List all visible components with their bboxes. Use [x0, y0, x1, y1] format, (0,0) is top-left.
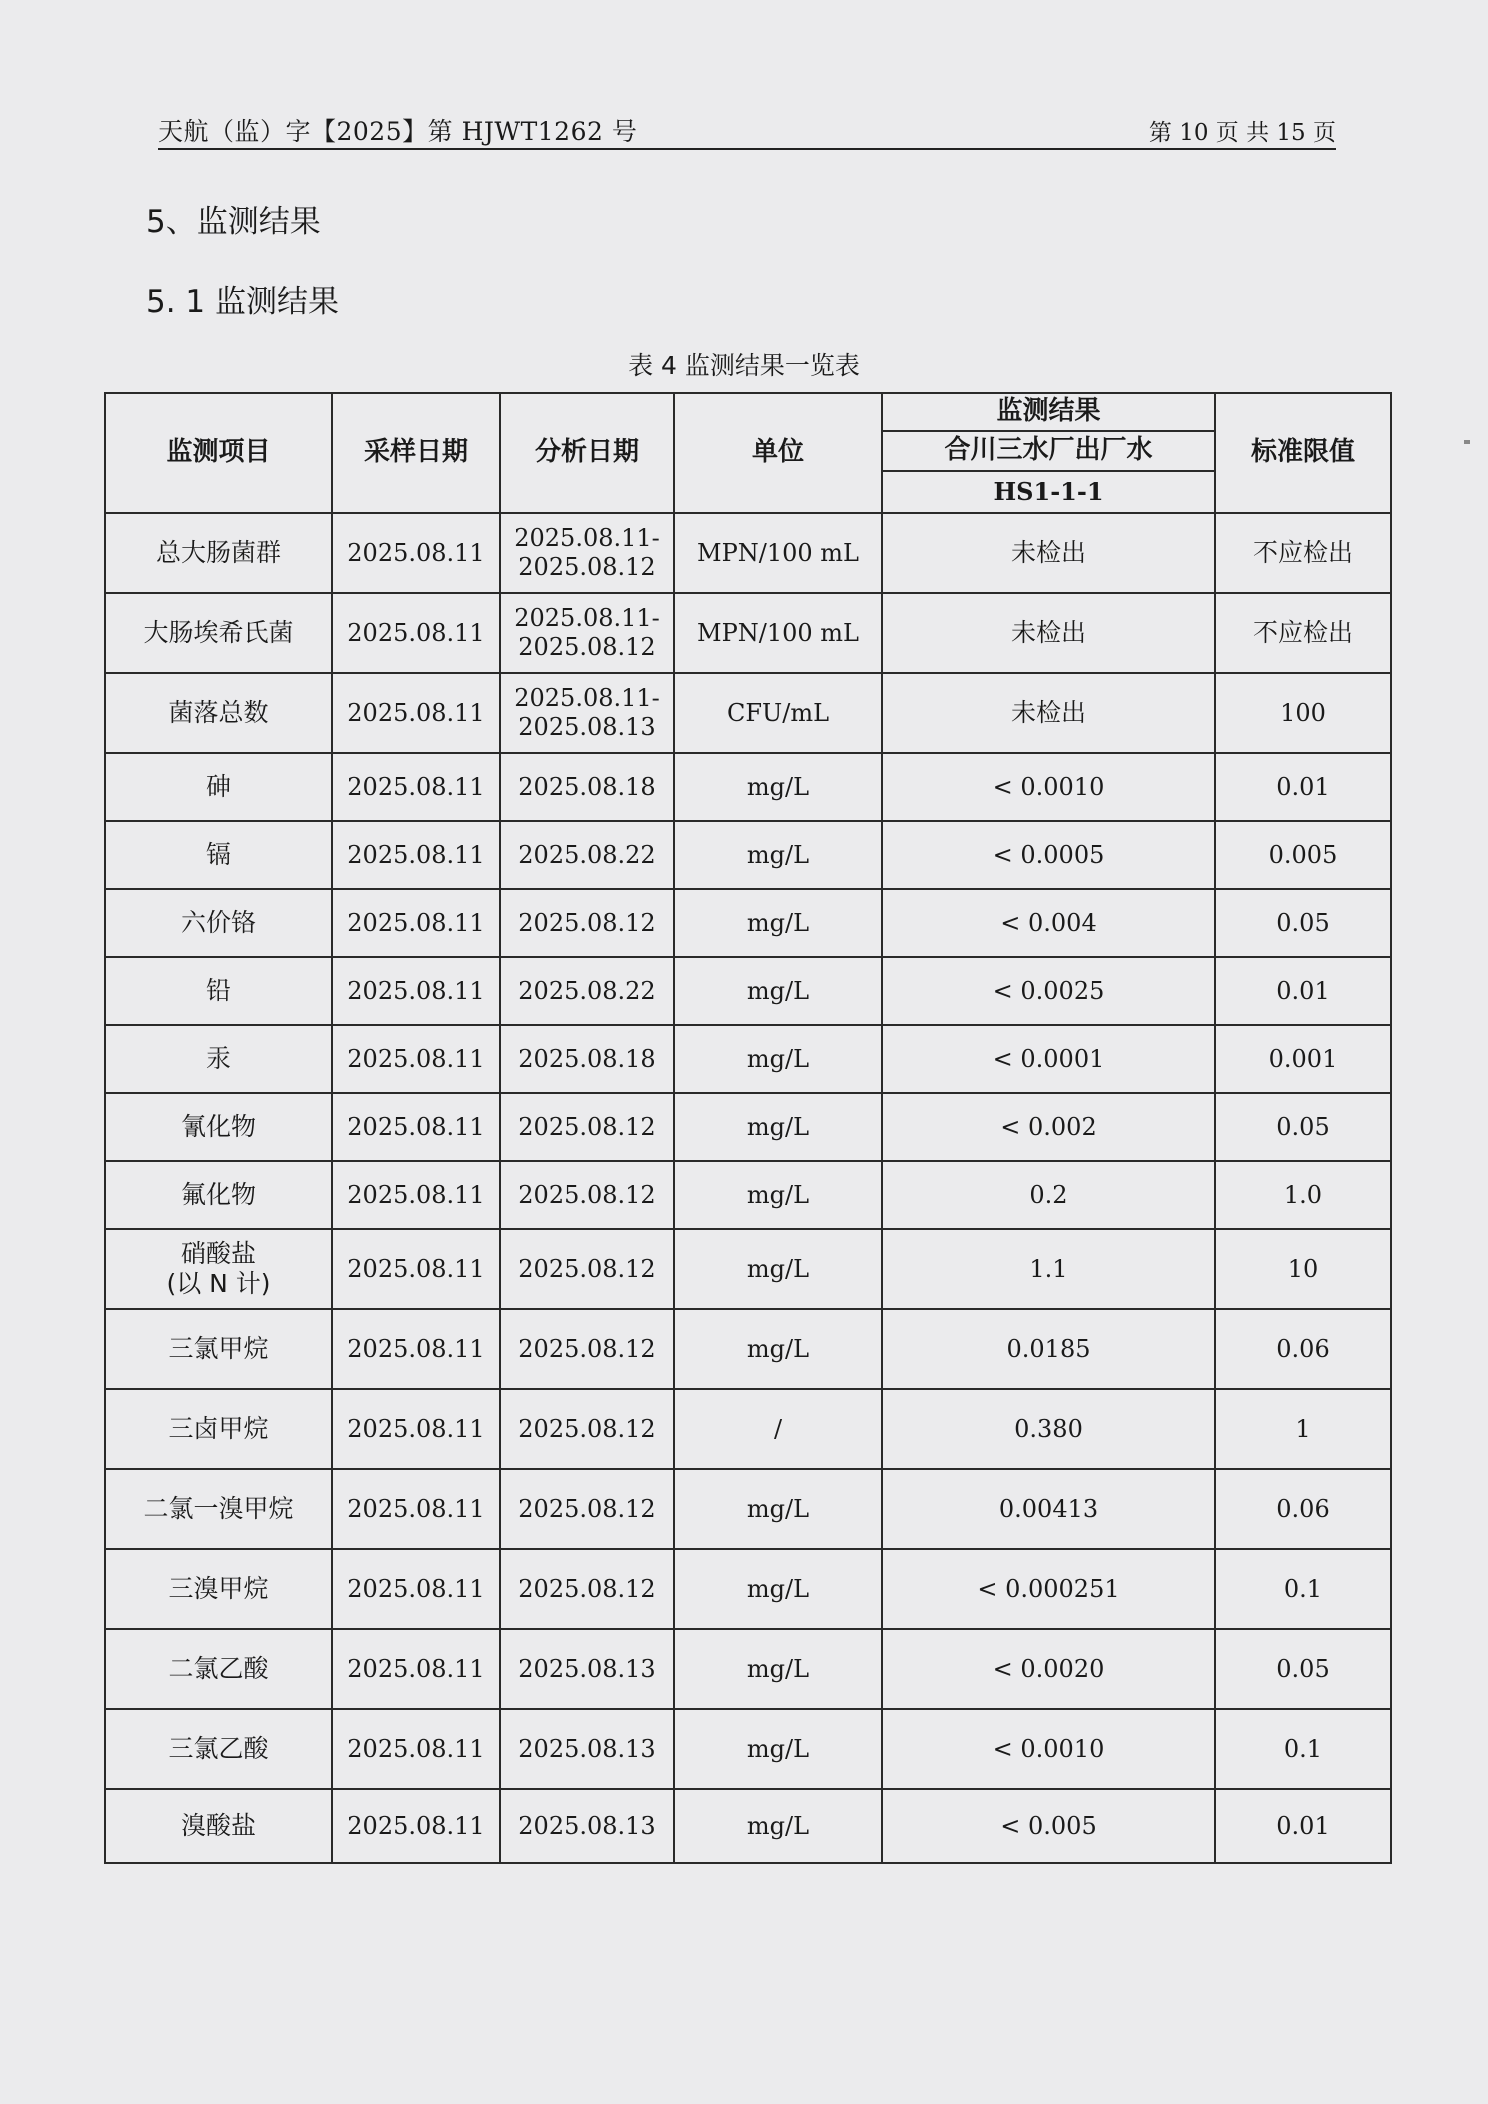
cell-unit: mg/L	[674, 1469, 882, 1549]
cell-limit: 0.06	[1215, 1469, 1391, 1549]
table-row	[105, 1025, 1391, 1093]
header-sample-date: 采样日期	[332, 393, 500, 513]
header-item: 监测项目	[105, 393, 332, 513]
cell-limit: 0.01	[1215, 957, 1391, 1025]
cell-result: 1.1	[882, 1229, 1215, 1309]
cell-sample-date: 2025.08.11	[332, 753, 500, 821]
item-name: 大肠埃希氏菌	[143, 618, 294, 647]
cell-result: < 0.0020	[882, 1629, 1215, 1709]
cell-limit: 1	[1215, 1389, 1391, 1469]
analysis-date-start: 2025.08.12	[518, 908, 656, 937]
cell-unit: mg/L	[674, 889, 882, 957]
scan-speck	[1464, 440, 1470, 444]
item-name: 总大肠菌群	[155, 538, 281, 567]
cell-analysis-date	[500, 1629, 674, 1709]
analysis-date-end: 2025.08.12	[518, 633, 656, 661]
analysis-date-start: 2025.08.11-	[514, 524, 660, 553]
table-row	[105, 513, 1391, 593]
cell-analysis-date	[500, 1093, 674, 1161]
item-name: 二氯乙酸	[168, 1654, 269, 1683]
cell-unit: mg/L	[674, 1161, 882, 1229]
cell-sample-date: 2025.08.11	[332, 1389, 500, 1469]
cell-item	[105, 1161, 332, 1229]
cell-result: < 0.000251	[882, 1549, 1215, 1629]
cell-result: 未检出	[882, 673, 1215, 753]
table-row	[105, 1709, 1391, 1789]
cell-sample-date: 2025.08.11	[332, 1309, 500, 1389]
cell-analysis-date	[500, 1309, 674, 1389]
cell-sample-date: 2025.08.11	[332, 593, 500, 673]
cell-item	[105, 1025, 332, 1093]
table-row	[105, 1161, 1391, 1229]
item-name: 硝酸盐	[180, 1239, 256, 1268]
cell-limit: 0.05	[1215, 1629, 1391, 1709]
cell-result: < 0.0001	[882, 1025, 1215, 1093]
item-name: 三卤甲烷	[168, 1414, 269, 1443]
cell-result: 0.00413	[882, 1469, 1215, 1549]
cell-sample-date: 2025.08.11	[332, 1469, 500, 1549]
cell-item	[105, 889, 332, 957]
item-name: 三溴甲烷	[168, 1574, 269, 1603]
item-name: 溴酸盐	[180, 1811, 256, 1840]
item-name-note: (以 N 计)	[166, 1269, 271, 1298]
analysis-date-start: 2025.08.12	[518, 1414, 656, 1443]
cell-item	[105, 1093, 332, 1161]
item-name: 六价铬	[180, 908, 256, 937]
cell-item	[105, 1789, 332, 1863]
header-result: 监测结果	[882, 393, 1215, 431]
analysis-date-end: 2025.08.12	[518, 553, 656, 581]
cell-result: 未检出	[882, 513, 1215, 593]
analysis-date-start: 2025.08.22	[518, 976, 656, 1005]
cell-limit: 10	[1215, 1229, 1391, 1309]
cell-unit: mg/L	[674, 1229, 882, 1309]
item-name: 汞	[205, 1044, 231, 1073]
cell-result: 未检出	[882, 593, 1215, 673]
cell-unit: mg/L	[674, 821, 882, 889]
cell-sample-date: 2025.08.11	[332, 673, 500, 753]
analysis-date-start: 2025.08.18	[518, 772, 656, 801]
cell-sample-date: 2025.08.11	[332, 1093, 500, 1161]
document-number: 天航（监）字【2025】第 HJWT1262 号	[158, 117, 638, 146]
section-heading-5: 5、监测结果	[146, 204, 321, 240]
cell-analysis-date	[500, 1161, 674, 1229]
analysis-date-start: 2025.08.13	[518, 1654, 656, 1683]
analysis-date-start: 2025.08.13	[518, 1734, 656, 1763]
analysis-date-start: 2025.08.12	[518, 1180, 656, 1209]
table-row	[105, 1309, 1391, 1389]
cell-item	[105, 593, 332, 673]
cell-analysis-date	[500, 821, 674, 889]
cell-analysis-date	[500, 1229, 674, 1309]
cell-result: 0.380	[882, 1389, 1215, 1469]
cell-unit: mg/L	[674, 1093, 882, 1161]
cell-analysis-date	[500, 1389, 674, 1469]
item-name: 三氯乙酸	[168, 1734, 269, 1763]
cell-unit: mg/L	[674, 1789, 882, 1863]
table-row	[105, 1389, 1391, 1469]
header-analysis-date: 分析日期	[500, 393, 674, 513]
header-unit: 单位	[674, 393, 882, 513]
table-row	[105, 1229, 1391, 1309]
cell-analysis-date	[500, 1709, 674, 1789]
analysis-date-start: 2025.08.12	[518, 1494, 656, 1523]
cell-analysis-date	[500, 1469, 674, 1549]
analysis-date-start: 2025.08.12	[518, 1254, 656, 1283]
cell-item	[105, 673, 332, 753]
cell-item	[105, 1629, 332, 1709]
cell-sample-date: 2025.08.11	[332, 1709, 500, 1789]
cell-result: < 0.002	[882, 1093, 1215, 1161]
header-site: 合川三水厂出厂水	[882, 431, 1215, 471]
cell-result: < 0.0025	[882, 957, 1215, 1025]
cell-limit: 0.1	[1215, 1709, 1391, 1789]
page-number: 第 10 页 共 15 页	[1148, 120, 1336, 146]
cell-item	[105, 1309, 332, 1389]
cell-result: < 0.005	[882, 1789, 1215, 1863]
cell-result: < 0.004	[882, 889, 1215, 957]
cell-analysis-date	[500, 957, 674, 1025]
cell-unit: MPN/100 mL	[674, 593, 882, 673]
cell-item	[105, 957, 332, 1025]
cell-unit: MPN/100 mL	[674, 513, 882, 593]
table-row	[105, 1789, 1391, 1863]
cell-analysis-date	[500, 1549, 674, 1629]
cell-sample-date: 2025.08.11	[332, 821, 500, 889]
cell-item	[105, 513, 332, 593]
item-name: 三氯甲烷	[168, 1334, 269, 1363]
cell-sample-date: 2025.08.11	[332, 1789, 500, 1863]
cell-analysis-date	[500, 513, 674, 593]
table-row	[105, 1549, 1391, 1629]
cell-item	[105, 1469, 332, 1549]
analysis-date-start: 2025.08.12	[518, 1574, 656, 1603]
cell-analysis-date	[500, 593, 674, 673]
table-row	[105, 821, 1391, 889]
cell-limit: 100	[1215, 673, 1391, 753]
cell-sample-date: 2025.08.11	[332, 513, 500, 593]
cell-limit: 不应检出	[1215, 513, 1391, 593]
table-row	[105, 753, 1391, 821]
cell-item	[105, 1549, 332, 1629]
item-name: 镉	[205, 840, 231, 869]
cell-analysis-date	[500, 753, 674, 821]
analysis-date-start: 2025.08.22	[518, 840, 656, 869]
table-row	[105, 673, 1391, 753]
cell-analysis-date	[500, 889, 674, 957]
cell-unit: mg/L	[674, 1025, 882, 1093]
cell-sample-date: 2025.08.11	[332, 889, 500, 957]
table-row	[105, 889, 1391, 957]
item-name: 砷	[205, 772, 231, 801]
cell-unit: /	[674, 1389, 882, 1469]
cell-limit: 1.0	[1215, 1161, 1391, 1229]
item-name: 氟化物	[180, 1180, 256, 1209]
page-header	[158, 108, 1336, 150]
analysis-date-end: 2025.08.13	[518, 713, 656, 741]
cell-limit: 0.001	[1215, 1025, 1391, 1093]
cell-sample-date: 2025.08.11	[332, 1229, 500, 1309]
item-name: 二氯一溴甲烷	[143, 1494, 294, 1523]
cell-sample-date: 2025.08.11	[332, 1629, 500, 1709]
item-name: 氰化物	[180, 1112, 256, 1141]
table-row	[105, 1093, 1391, 1161]
cell-limit: 不应检出	[1215, 593, 1391, 673]
cell-item	[105, 1229, 332, 1309]
cell-item	[105, 753, 332, 821]
cell-limit: 0.1	[1215, 1549, 1391, 1629]
cell-limit: 0.01	[1215, 753, 1391, 821]
cell-analysis-date	[500, 1025, 674, 1093]
section-heading-5-1: 5. 1 监测结果	[146, 284, 340, 320]
cell-result: < 0.0010	[882, 753, 1215, 821]
header-site-code: HS1-1-1	[882, 471, 1215, 513]
cell-limit: 0.06	[1215, 1309, 1391, 1389]
table-row	[105, 957, 1391, 1025]
cell-unit: mg/L	[674, 1549, 882, 1629]
cell-result: 0.2	[882, 1161, 1215, 1229]
cell-result: 0.0185	[882, 1309, 1215, 1389]
item-name: 铅	[205, 976, 231, 1005]
cell-analysis-date	[500, 1789, 674, 1863]
cell-analysis-date	[500, 673, 674, 753]
analysis-date-start: 2025.08.11-	[514, 604, 660, 633]
table-row	[105, 1629, 1391, 1709]
cell-unit: mg/L	[674, 1709, 882, 1789]
cell-result: < 0.0010	[882, 1709, 1215, 1789]
cell-limit: 0.005	[1215, 821, 1391, 889]
cell-item	[105, 1389, 332, 1469]
cell-sample-date: 2025.08.11	[332, 1549, 500, 1629]
cell-result: < 0.0005	[882, 821, 1215, 889]
cell-unit: mg/L	[674, 753, 882, 821]
table-body	[105, 513, 1391, 1863]
cell-item	[105, 1709, 332, 1789]
header-limit: 标准限值	[1215, 393, 1391, 513]
cell-sample-date: 2025.08.11	[332, 957, 500, 1025]
cell-sample-date: 2025.08.11	[332, 1025, 500, 1093]
cell-limit: 0.01	[1215, 1789, 1391, 1863]
table-row	[105, 593, 1391, 673]
cell-item	[105, 821, 332, 889]
cell-sample-date: 2025.08.11	[332, 1161, 500, 1229]
analysis-date-start: 2025.08.12	[518, 1334, 656, 1363]
analysis-date-start: 2025.08.18	[518, 1044, 656, 1073]
analysis-date-start: 2025.08.11-	[514, 684, 660, 713]
analysis-date-start: 2025.08.12	[518, 1112, 656, 1141]
cell-unit: CFU/mL	[674, 673, 882, 753]
table-row	[105, 1469, 1391, 1549]
analysis-date-start: 2025.08.13	[518, 1811, 656, 1840]
cell-limit: 0.05	[1215, 889, 1391, 957]
results-table	[104, 392, 1392, 1864]
cell-unit: mg/L	[674, 1309, 882, 1389]
cell-unit: mg/L	[674, 1629, 882, 1709]
table-caption: 表 4 监测结果一览表	[628, 351, 860, 380]
cell-unit: mg/L	[674, 957, 882, 1025]
cell-limit: 0.05	[1215, 1093, 1391, 1161]
item-name: 菌落总数	[168, 698, 269, 727]
